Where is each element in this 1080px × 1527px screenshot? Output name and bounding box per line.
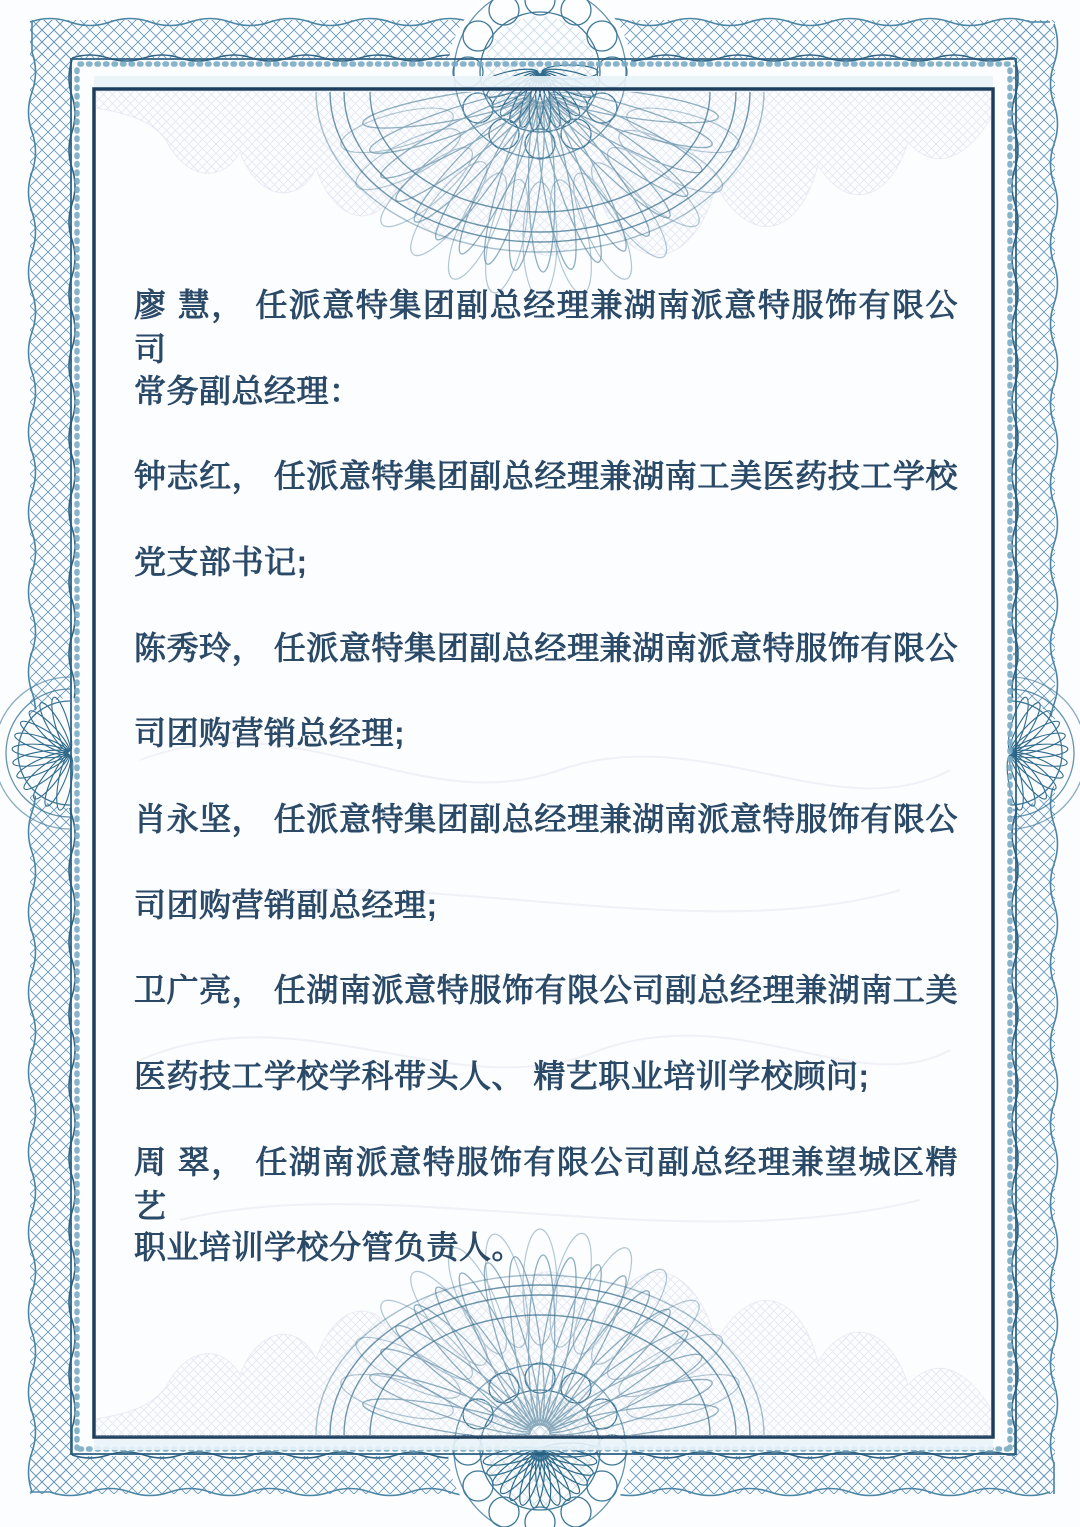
right-edge-ornament bbox=[955, 677, 1080, 829]
appointment-line: 陈秀玲， 任派意特集团副总经理兼湖南派意特服饰有限公 bbox=[134, 630, 958, 666]
appointment-line: 党支部书记; bbox=[134, 544, 308, 580]
appointment-line: 常务副总经理： bbox=[134, 373, 362, 409]
appointment-line: 周 翠， 任湖南派意特服饰有限公司副总经理兼望城区精艺 bbox=[134, 1144, 958, 1224]
appointment-line: 肖永坚， 任派意特集团副总经理兼湖南派意特服饰有限公 bbox=[134, 801, 958, 837]
appointment-line: 卫广亮， 任湖南派意特服饰有限公司副总经理兼湖南工美 bbox=[134, 972, 958, 1008]
bottom-azure-stripe bbox=[94, 1439, 993, 1450]
top-azure-stripe bbox=[94, 76, 993, 88]
appointment-line: 司团购营销总经理; bbox=[134, 715, 406, 751]
appointment-line: 钟志红， 任派意特集团副总经理兼湖南工美医药技工学校 bbox=[134, 458, 958, 494]
left-edge-ornament bbox=[0, 677, 125, 829]
appointment-line: 廖 慧， 任派意特集团副总经理兼湖南派意特服饰有限公司 bbox=[134, 287, 958, 367]
appointment-line: 职业培训学校分管负责人。 bbox=[134, 1229, 525, 1265]
appointment-line: 医药技工学校学科带头人、 精艺职业培训学校顾问; bbox=[134, 1058, 870, 1094]
appointment-line: 司团购营销副总经理; bbox=[134, 887, 438, 923]
